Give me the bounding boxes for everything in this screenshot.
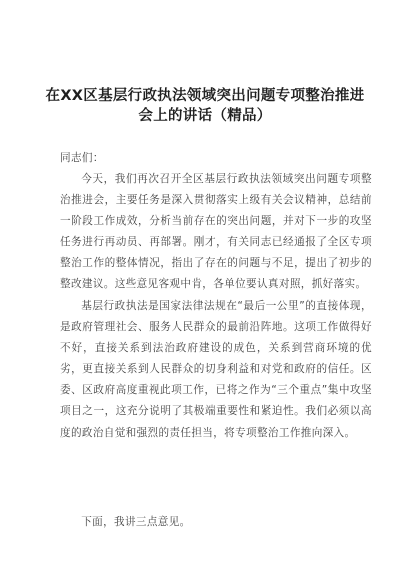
paragraph-1: 今天，我们再次召开全区基层行政执法领域突出问题专项整治推进会，主要任务是深入贯彻落实上级有关会议精神，总结前一阶段工作成效，分析当前存在的突出问题，并对下一步的攻坚任务进行再动员、再部署。刚才，有关同志已经通报了全区专项整治工作的整体情况，指出了存在的问题与不足，提出了初步的整改建议。这些意见客观中肯，各单位要认真对照，抓好落实。 — [60, 173, 372, 291]
paragraph-3: 下面，我讲三点意见。 — [81, 516, 191, 528]
paragraph-2: 基层行政执法是国家法律法规在“最后一公里”的直接体现，是政府管理社会、服务人民群众的最前沿阵地。这项工作做得好不好，直接关系到法治政府建设的成色，关系到营商环境的优劣，更直接关系到人民群众的切身利益和对党和政府的信任。区委、区政府高度重视此项工作，已将之作为“三个重点”集中攻坚项目之一，这充分说明了其极端重要性和紧迫性。我们必须以高度的政治自觉和强烈的责任担当，将专项整治工作推向深入。 — [60, 300, 372, 439]
document-title-line-2: 会上的讲话（精品） — [138, 108, 272, 124]
greeting: 同志们： — [60, 152, 104, 164]
document-title-line-1: 在XX区基层行政执法领域突出问题专项整治推进 — [45, 88, 365, 104]
